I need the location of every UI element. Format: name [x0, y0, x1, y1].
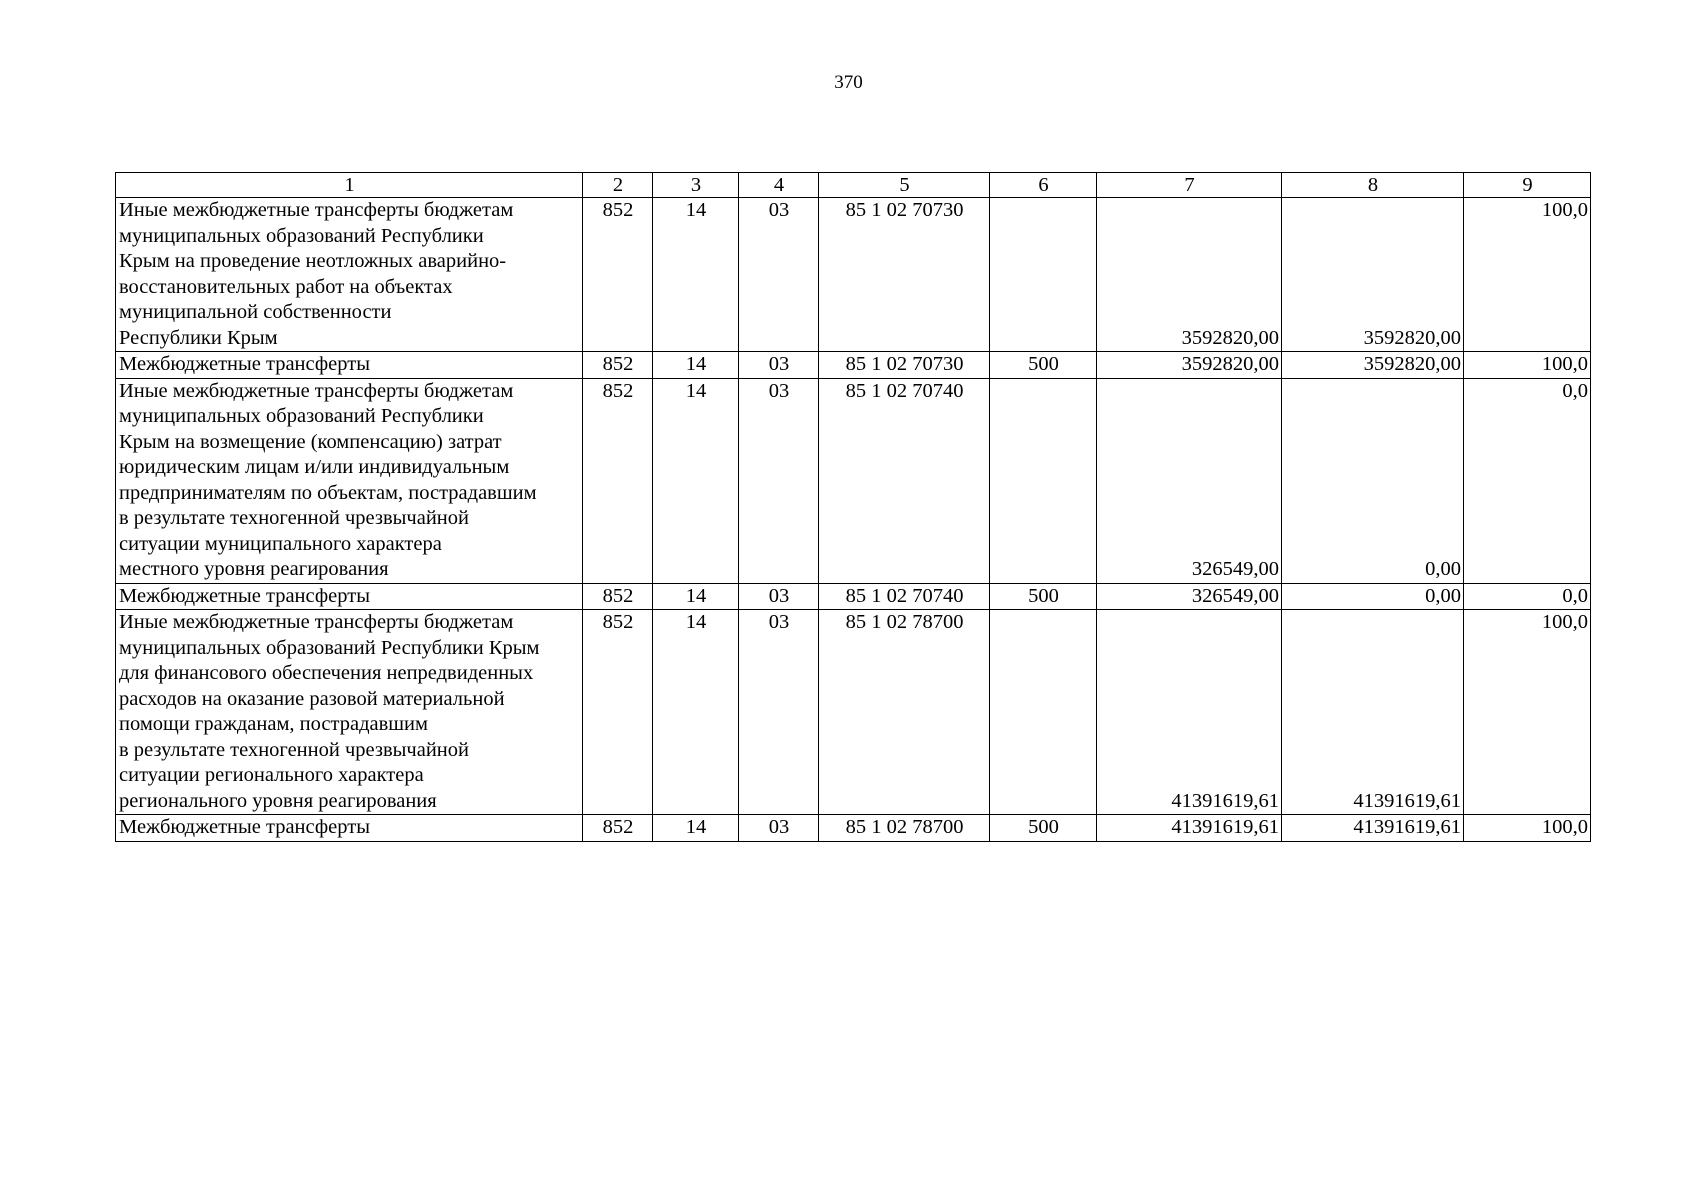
target-article-cell: 85 1 02 70730: [819, 352, 990, 379]
column-number-header-row: [116, 173, 1591, 198]
page-number: 370: [834, 72, 863, 93]
expense-name-cell: Иные межбюджетные трансферты бюджетам муниципальных образований Республики Крым на возмещение (компенсацию) затрат юридическим лицам и/или индивидуальным предпринимателям по объектам, пострадавшим в результате техногенной чрезвычайной ситуации муниципального характера местного уровня реагирования: [116, 378, 583, 583]
subsection-code-cell: 03: [739, 815, 819, 842]
planned-amount-cell: 41391619,61: [1097, 610, 1282, 815]
percent-executed-cell: 0,0: [1464, 583, 1591, 610]
ministry-code-cell: 852: [583, 610, 653, 815]
subsection-code-cell: 03: [739, 583, 819, 610]
expense-type-cell: 500: [990, 352, 1097, 379]
percent-executed-cell: 100,0: [1464, 610, 1591, 815]
target-article-cell: 85 1 02 78700: [819, 815, 990, 842]
executed-amount-cell: 41391619,61: [1282, 610, 1464, 815]
expense-type-cell: [990, 198, 1097, 352]
executed-amount-cell: 3592820,00: [1282, 352, 1464, 379]
ministry-code-cell: 852: [583, 198, 653, 352]
table-row: [116, 583, 1591, 610]
table-row: [116, 352, 1591, 379]
table-row: [116, 610, 1591, 815]
expense-name-cell: Межбюджетные трансферты: [116, 583, 583, 610]
column-header: 9: [1464, 173, 1591, 198]
section-code-cell: 14: [653, 610, 739, 815]
target-article-cell: 85 1 02 70730: [819, 198, 990, 352]
planned-amount-cell: 3592820,00: [1097, 352, 1282, 379]
executed-amount-cell: 41391619,61: [1282, 815, 1464, 842]
section-code-cell: 14: [653, 198, 739, 352]
ministry-code-cell: 852: [583, 378, 653, 583]
table-row: [116, 198, 1591, 352]
target-article-cell: 85 1 02 78700: [819, 610, 990, 815]
column-header: 7: [1097, 173, 1282, 198]
column-header: 3: [653, 173, 739, 198]
column-header: 2: [583, 173, 653, 198]
section-code-cell: 14: [653, 378, 739, 583]
ministry-code-cell: 852: [583, 815, 653, 842]
expense-name-cell: Межбюджетные трансферты: [116, 815, 583, 842]
percent-executed-cell: 100,0: [1464, 352, 1591, 379]
executed-amount-cell: 3592820,00: [1282, 198, 1464, 352]
expense-type-cell: [990, 610, 1097, 815]
target-article-cell: 85 1 02 70740: [819, 378, 990, 583]
column-header: 6: [990, 173, 1097, 198]
column-header: 5: [819, 173, 990, 198]
planned-amount-cell: 3592820,00: [1097, 198, 1282, 352]
column-header: 4: [739, 173, 819, 198]
percent-executed-cell: 0,0: [1464, 378, 1591, 583]
budget-table: [115, 172, 1591, 842]
subsection-code-cell: 03: [739, 378, 819, 583]
target-article-cell: 85 1 02 70740: [819, 583, 990, 610]
column-header: 8: [1282, 173, 1464, 198]
expense-name-cell: Иные межбюджетные трансферты бюджетам муниципальных образований Республики Крым для финансового обеспечения непредвиденных расходов на оказание разовой материальной помощи гражданам, пострадавшим в результате техногенной чрезвычайной ситуации регионального характера регионального уровня реагирования: [116, 610, 583, 815]
planned-amount-cell: 41391619,61: [1097, 815, 1282, 842]
ministry-code-cell: 852: [583, 583, 653, 610]
expense-type-cell: 500: [990, 815, 1097, 842]
expense-name-cell: Межбюджетные трансферты: [116, 352, 583, 379]
executed-amount-cell: 0,00: [1282, 583, 1464, 610]
table-row: [116, 815, 1591, 842]
section-code-cell: 14: [653, 583, 739, 610]
executed-amount-cell: 0,00: [1282, 378, 1464, 583]
subsection-code-cell: 03: [739, 352, 819, 379]
expense-type-cell: [990, 378, 1097, 583]
planned-amount-cell: 326549,00: [1097, 378, 1282, 583]
table-row: [116, 378, 1591, 583]
subsection-code-cell: 03: [739, 610, 819, 815]
expense-name-cell: Иные межбюджетные трансферты бюджетам муниципальных образований Республики Крым на проведение неотложных аварийно- восстановительных работ на объектах муниципальной собственности Республики Крым: [116, 198, 583, 352]
section-code-cell: 14: [653, 815, 739, 842]
percent-executed-cell: 100,0: [1464, 815, 1591, 842]
section-code-cell: 14: [653, 352, 739, 379]
subsection-code-cell: 03: [739, 198, 819, 352]
expense-type-cell: 500: [990, 583, 1097, 610]
column-header: 1: [116, 173, 583, 198]
percent-executed-cell: 100,0: [1464, 198, 1591, 352]
planned-amount-cell: 326549,00: [1097, 583, 1282, 610]
ministry-code-cell: 852: [583, 352, 653, 379]
